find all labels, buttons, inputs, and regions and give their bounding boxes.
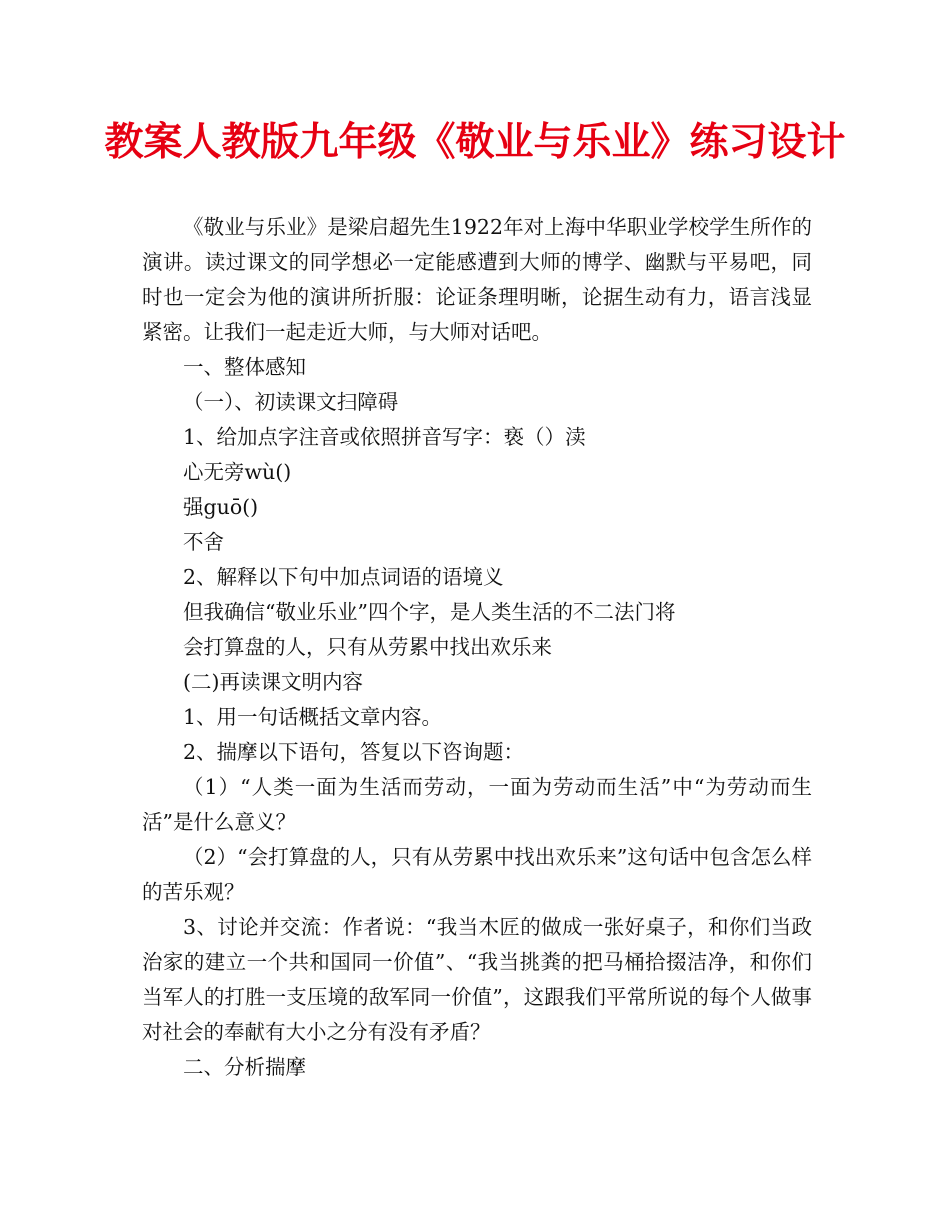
intro-paragraph: 《敬业与乐业》是梁启超先生1922年对上海中华职业学校学生所作的演讲。读过课文的同学想必一定能感遭到大师的博学、幽默与平易吧，同时也一定会为他的演讲所折服：论证条理明晰，论据生动有力，语言浅显紧密。让我们一起走近大师，与大师对话吧。 (142, 215, 812, 344)
exercise-line-qiangguo: 强guō() (183, 495, 259, 519)
question-item-3: 3、讨论并交流：作者说：“我当木匠的做成一张好桌子，和你们当政治家的建立一个共和国同一价值”、“我当挑粪的把马桶拾掇洁净，和你们当军人的打胜一支压境的敌军同一价值”，这跟我们平常所说的每个人做事对社会的奉献有大小之分有没有矛盾？ (142, 915, 812, 1044)
exercise-line-xinwupang: 心无旁wù() (183, 460, 292, 484)
document-title: 教案人教版九年级《敬业与乐业》练习设计 (104, 120, 846, 165)
exercise-sentence-2: 会打算盘的人，只有从劳累中找出欢乐来 (183, 635, 552, 659)
section-heading-overall-perception: 一、整体感知 (183, 355, 306, 379)
exercise-item-2: 2、解释以下句中加点词语的语境义 (183, 565, 504, 589)
subsection-heading-second-reading: (二)再读课文明内容 (183, 670, 363, 694)
question-item-2: 2、揣摩以下语句，答复以下咨询题： (183, 740, 525, 764)
subsection-heading-first-reading: （一）、初读课文扫障碍 (183, 390, 399, 414)
sub-question-2: （2）“会打算盘的人，只有从劳累中找出欢乐来”这句话中包含怎么样的苦乐观？ (142, 845, 812, 904)
exercise-line-bushe: 不舍 (183, 530, 224, 554)
exercise-sentence-1: 但我确信“敬业乐业”四个字，是人类生活的不二法门将 (183, 600, 676, 624)
section-heading-analysis: 二、分析揣摩 (183, 1055, 306, 1079)
question-item-1: 1、用一句话概括文章内容。 (183, 705, 443, 729)
exercise-item-1: 1、给加点字注音或依照拼音写字：亵（）渎 (183, 425, 586, 449)
sub-question-1: （1）“人类一面为生活而劳动，一面为劳动而生活”中“为劳动而生活”是什么意义？ (142, 775, 812, 834)
document-body (142, 210, 812, 1085)
